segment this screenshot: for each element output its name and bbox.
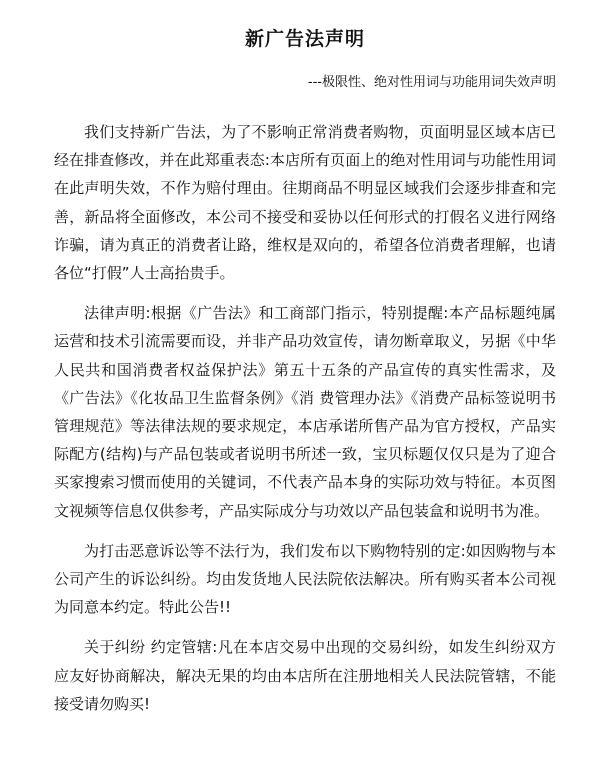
paragraph-legal-statement: 法律声明:根据《广告法》和工商部门指示，特别提醒:本产品标题纯属运营和技术引流需要而设，并非产品功效宣传，请勿断章取义，另据《中华人民共和国消费者权益保护法》第五十五条的产品宣传的真实性需求，及《广告法》《化妆品卫生监督条例》《消 费管理办法》《消费产品标签说明书管理规范》等法律法规的要求规定，本店承诺所售产品为官方授权，产品实际配方(结构)与产品包装或者说明书所述一致，宝贝标题仅仅只是为了迎合买家搜索习惯而使用的关键词，不代表产品本身的实际功效与特征。本页图文视频等信息仅供参考，产品实际成分与功效以产品包装盒和说明书为准。 [54,304,556,520]
paragraph-jurisdiction-agreement: 关于纠纷 约定管辖:凡在本店交易中出现的交易纠纷，如发生纠纷双方应友好协商解决，解决无果的均由本店所在注册地相关人民法院管辖，不能接受请勿购买! [54,638,556,713]
paragraph-support-statement: 我们支持新广告法，为了不影响正常消费者购物，页面明显区域本店已经在排查修改，并在此郑重表态:本店所有页面上的绝对性用词与功能性用词在此声明失效，不作为赔付理由。往期商品不明显区域我们会逐步排查和完善，新品将全面修改，本公司不接受和妥协以任何形式的打假名义进行网络诈骗，请为真正的消费者让路，维权是双向的，希望各位消费者理解，也请各位“打假”人士高抬贵手。 [54,123,556,283]
document-body [54,118,556,718]
document-title: 新广告法声明 [244,28,365,50]
paragraph-litigation-notice: 为打击恶意诉讼等不法行为，我们发布以下购物特别的定:如因购物与本公司产生的诉讼纠纷。均由发货地人民法院依法解决。所有购买者本公司视为同意本约定。特此公告!! [54,541,556,617]
document-subtitle: ---极限性、绝对性用词与功能用词失效声明 [307,75,556,90]
